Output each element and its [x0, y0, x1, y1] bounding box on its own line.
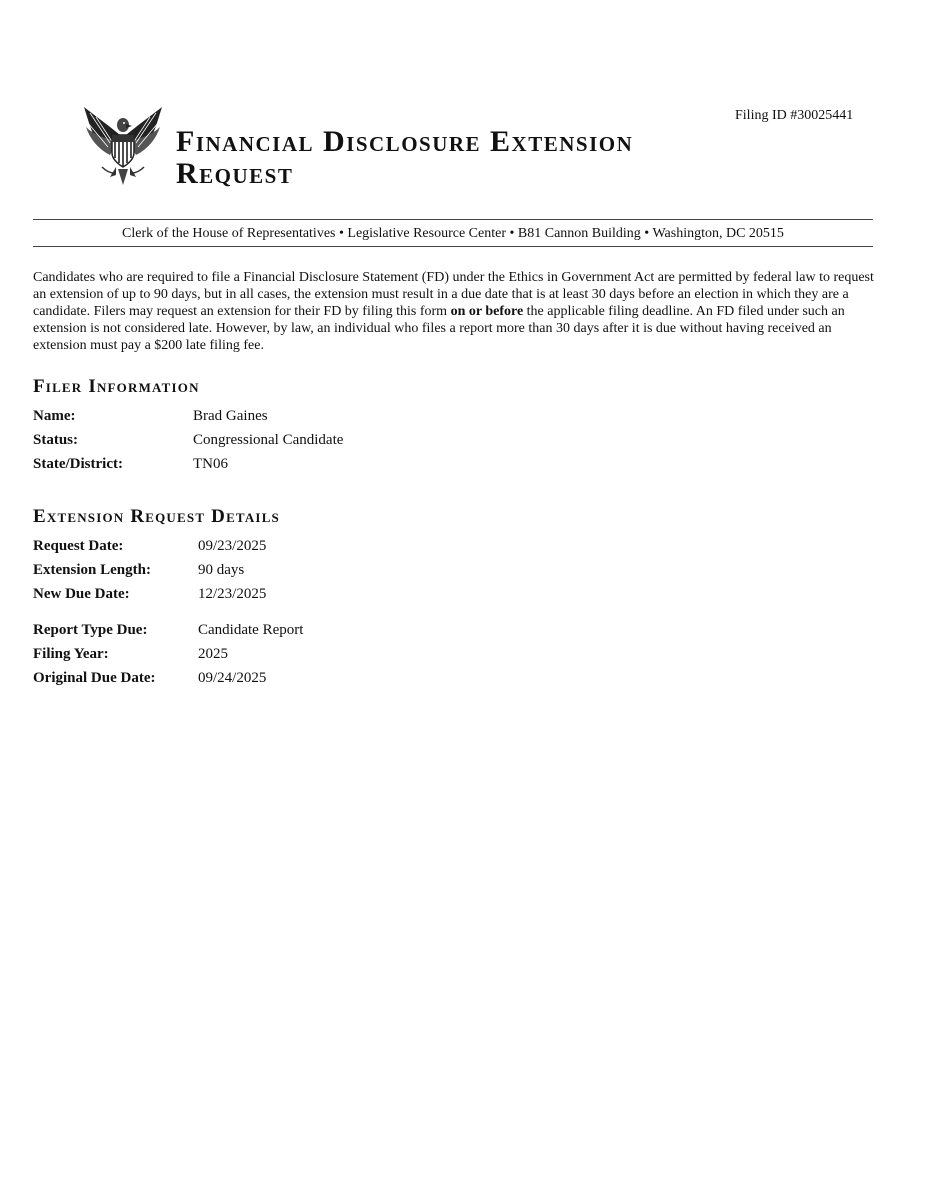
filer-name-label: Name:: [33, 408, 76, 424]
filing-year-value: 2025: [198, 646, 228, 662]
filer-district-label: State/District:: [33, 456, 123, 472]
title-line-1: Financial Disclosure Extension: [176, 125, 634, 158]
office-address: Clerk of the House of Representatives • Legislative Resource Center • B81 Cannon Building • Washington, DC 20515: [122, 226, 784, 241]
filer-name-row: [33, 406, 633, 426]
original-due-date-value: 09/24/2025: [198, 670, 267, 686]
intro-text-2: the applicable filing deadline. An FD filed under such an extension is not considered late. However, by law, an individual who files a report more than 30 days after it is due without having received an extension must pay a $200 late filing fee.: [33, 304, 845, 353]
intro-paragraph: [33, 269, 878, 354]
report-type-row: [33, 620, 633, 640]
header-divider-bottom: [33, 246, 873, 247]
new-due-date-value: 12/23/2025: [198, 586, 267, 602]
intro-emphasis: on or before: [450, 304, 524, 319]
report-type-value: Candidate Report: [198, 622, 304, 638]
header-divider-top: [33, 219, 873, 220]
filer-district-row: [33, 454, 633, 474]
filer-information-heading: Filer Information: [33, 376, 200, 397]
filer-status-row: [33, 430, 633, 450]
request-date-value: 09/23/2025: [198, 538, 267, 554]
new-due-date-row: [33, 584, 633, 604]
original-due-date-row: [33, 668, 633, 688]
title-line-2: Request: [176, 157, 294, 190]
original-due-date-label: Original Due Date:: [33, 670, 156, 686]
request-date-row: [33, 536, 633, 556]
page-title: [176, 126, 736, 190]
report-type-label: Report Type Due:: [33, 622, 148, 638]
extension-length-value: 90 days: [198, 562, 245, 578]
request-date-label: Request Date:: [33, 538, 124, 554]
filer-name-value: Brad Gaines: [193, 408, 268, 424]
extension-length-row: [33, 560, 633, 580]
filing-id: Filing ID #30025441: [735, 108, 854, 123]
extension-details-heading: Extension Request Details: [33, 506, 280, 527]
filer-status-label: Status:: [33, 432, 79, 448]
extension-length-label: Extension Length:: [33, 562, 151, 578]
filing-year-row: [33, 644, 633, 664]
filer-status-value: Congressional Candidate: [193, 432, 344, 448]
filer-district-value: TN06: [193, 456, 228, 472]
filing-year-label: Filing Year:: [33, 646, 109, 662]
intro-text-1: Candidates who are required to file a Financial Disclosure Statement (FD) under the Ethics in Government Act are permitted by federal law to request an extension of up to 90 days, but in all cases, the extension must result in a due date that is at least 30 days before an election in which they are a candidate. Filers may request an extension for their FD by filing this form: [33, 270, 874, 319]
new-due-date-label: New Due Date:: [33, 586, 130, 602]
house-eagle-seal-icon: [80, 105, 166, 189]
